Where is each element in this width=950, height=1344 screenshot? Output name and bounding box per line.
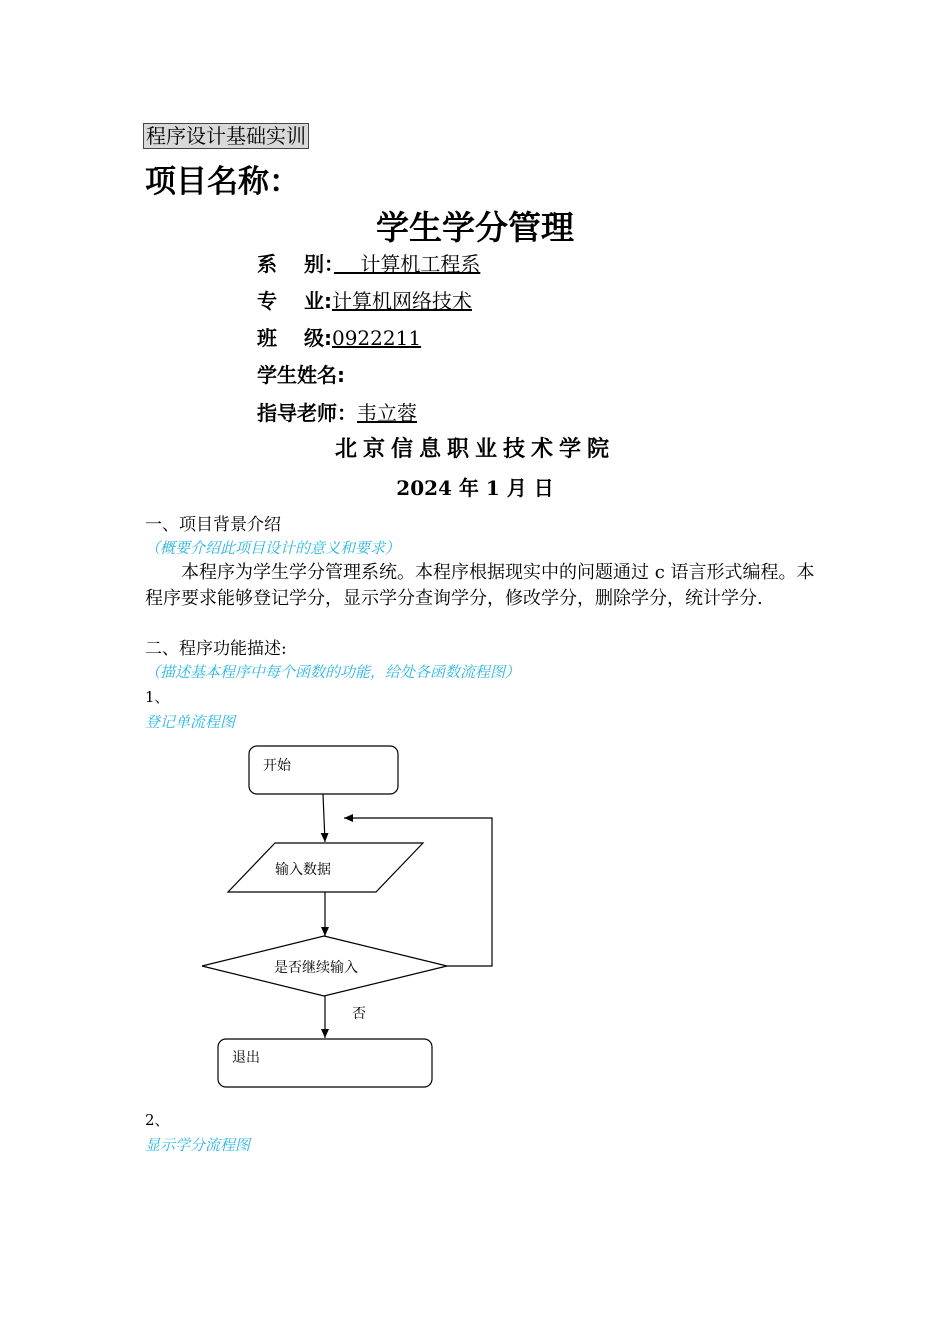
no-branch-label: 否 [352,1006,366,1022]
section1-paragraph: 本程序为学生学分管理系统。本程序根据现实中的问题通过 c 语言形式编程。本程序要求能够登记学分，显示学分查询学分，修改学分，删除学分，统计学分. [145,562,815,609]
info-row-department [257,248,480,277]
major-value: 计算机网络技术 [331,289,472,313]
project-title: 学生学分管理 [376,208,574,247]
info-row-teacher [257,397,417,426]
info-row-student [257,359,345,388]
section2-title: 二、程序功能描述: [145,639,287,659]
section1-title: 一、项目背景介绍 [145,515,281,535]
decision-node-label: 是否继续输入 [274,960,358,976]
section2-hint: （描述基本程序中每个函数的功能，给处各函数流程图） [145,663,521,681]
item1-caption: 登记单流程图 [145,713,236,731]
major-label: 专 业: [257,289,332,313]
registration-flowchart [195,738,505,1094]
department-label: 系 别： [257,252,334,276]
info-row-major [257,285,472,314]
teacher-value: 韦立蓉 [357,401,417,425]
item2-number: 2、 [145,1111,170,1129]
project-label: 项目名称： [145,164,300,200]
item2-caption: 显示学分流程图 [145,1136,251,1154]
start-node-label: 开始 [263,758,291,774]
date-line: 2024 年 1 月 日 [396,476,554,500]
student-name-label: 学生姓名: [257,363,345,387]
item1-number: 1、 [145,688,170,706]
class-value: 0922211 [331,326,422,350]
department-value: 计算机工程系 [333,252,481,276]
school-name: 北京信息职业技术学院 [334,437,615,462]
teacher-label: 指导老师： [257,401,357,425]
info-row-class [257,322,421,351]
section1-hint: （概要介绍此项目设计的意义和要求） [145,539,401,557]
course-tag: 程序设计基础实训 [143,123,309,149]
arrow-start-to-input [323,794,325,842]
exit-node-label: 退出 [232,1050,260,1066]
input-node-label: 输入数据 [275,862,331,878]
class-label: 班 级: [257,326,332,350]
